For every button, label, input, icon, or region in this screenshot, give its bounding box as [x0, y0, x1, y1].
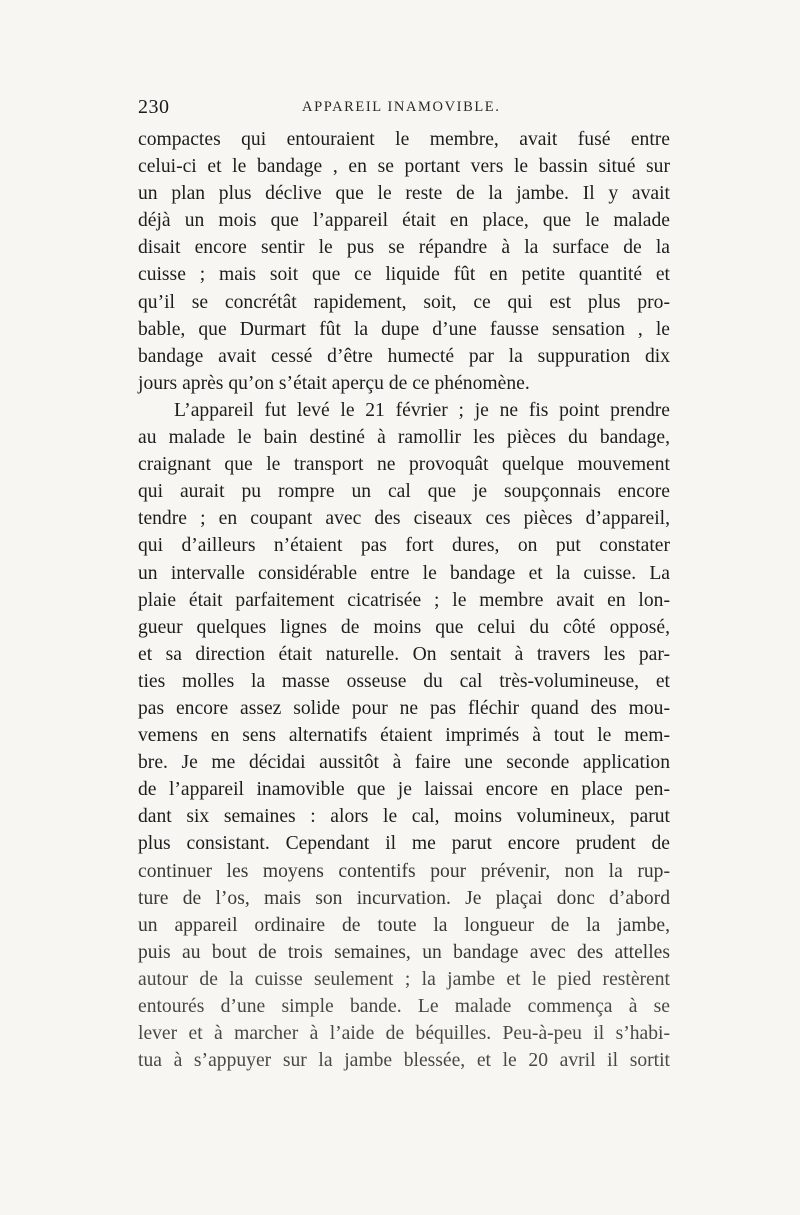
text-line: déjà un mois que l’appareil était en place, que le malade — [138, 210, 670, 232]
text-line: de l’appareil inamovible que je laissai encore en place pen- — [138, 779, 670, 801]
running-head: APPAREIL INAMOVIBLE. — [302, 99, 501, 115]
text-line: vemens en sens alternatifs étaient imprimés à tout le mem- — [138, 725, 670, 747]
page-header — [138, 96, 670, 122]
text-line: un plan plus déclive que le reste de la jambe. Il y avait — [138, 183, 670, 205]
body-text — [138, 126, 670, 1074]
text-line: celui-ci et le bandage , en se portant vers le bassin situé sur — [138, 156, 670, 178]
text-line: puis au bout de trois semaines, un bandage avec des attelles — [138, 941, 670, 963]
text-line: autour de la cuisse seulement ; la jambe et le pied restèrent — [138, 968, 670, 990]
text-line: gueur quelques lignes de moins que celui du côté opposé, — [138, 616, 670, 638]
text-line: ture de l’os, mais son incurvation. Je plaçai donc d’abord — [138, 887, 670, 909]
text-line: L’appareil fut levé le 21 février ; je ne fis point prendre — [174, 399, 670, 421]
paragraph-1 — [138, 126, 670, 397]
text-line: bre. Je me décidai aussitôt à faire une seconde application — [138, 752, 670, 774]
text-line: entourés d’une simple bande. Le malade commença à se — [138, 996, 670, 1017]
text-line: bable, que Durmart fût la dupe d’une fausse sensation , le — [138, 318, 670, 340]
text-line: plus consistant. Cependant il me parut encore prudent de — [138, 833, 670, 855]
text-line: disait encore sentir le pus se répandre à la surface de la — [138, 237, 670, 259]
text-line: tendre ; en coupant avec des ciseaux ces pièces d’appareil, — [138, 508, 670, 530]
page-number: 230 — [138, 96, 170, 118]
text-line: jours après qu’on s’était aperçu de ce phénomène. — [138, 372, 530, 394]
text-line: qui aurait pu rompre un cal que je soupçonnais encore — [138, 481, 670, 503]
text-line: tua à s’appuyer sur la jambe blessée, et le 20 avril il sortit — [138, 1050, 670, 1072]
text-line: et sa direction était naturelle. On sentait à travers les par- — [138, 643, 670, 665]
paragraph-2 — [138, 397, 670, 1074]
text-line: dant six semaines : alors le cal, moins volumineux, parut — [138, 806, 670, 828]
text-line: au malade le bain destiné à ramollir les pièces du bandage, — [138, 427, 670, 449]
text-line: cuisse ; mais soit que ce liquide fût en petite quantité et — [138, 264, 670, 286]
text-line: un intervalle considérable entre le bandage et la cuisse. La — [138, 562, 670, 584]
text-line: compactes qui entouraient le membre, avait fusé entre — [138, 129, 670, 150]
text-line: ties molles la masse osseuse du cal très-volumineuse, et — [138, 670, 670, 692]
text-line: un appareil ordinaire de toute la longueur de la jambe, — [138, 914, 670, 936]
text-line: plaie était parfaitement cicatrisée ; le membre avait en lon- — [138, 589, 670, 611]
text-line: qu’il se concrétât rapidement, soit, ce qui est plus pro- — [138, 291, 670, 313]
text-line: continuer les moyens contentifs pour prévenir, non la rup- — [138, 860, 670, 882]
text-line: pas encore assez solide pour ne pas fléchir quand des mou- — [138, 697, 670, 719]
text-line: craignant que le transport ne provoquât quelque mouvement — [138, 454, 670, 476]
text-line: lever et à marcher à l’aide de béquilles. Peu-à-peu il s’habi- — [138, 1023, 670, 1045]
text-line: qui d’ailleurs n’étaient pas fort dures, on put constater — [138, 535, 670, 557]
text-line: bandage avait cessé d’être humecté par la suppuration dix — [138, 345, 670, 367]
